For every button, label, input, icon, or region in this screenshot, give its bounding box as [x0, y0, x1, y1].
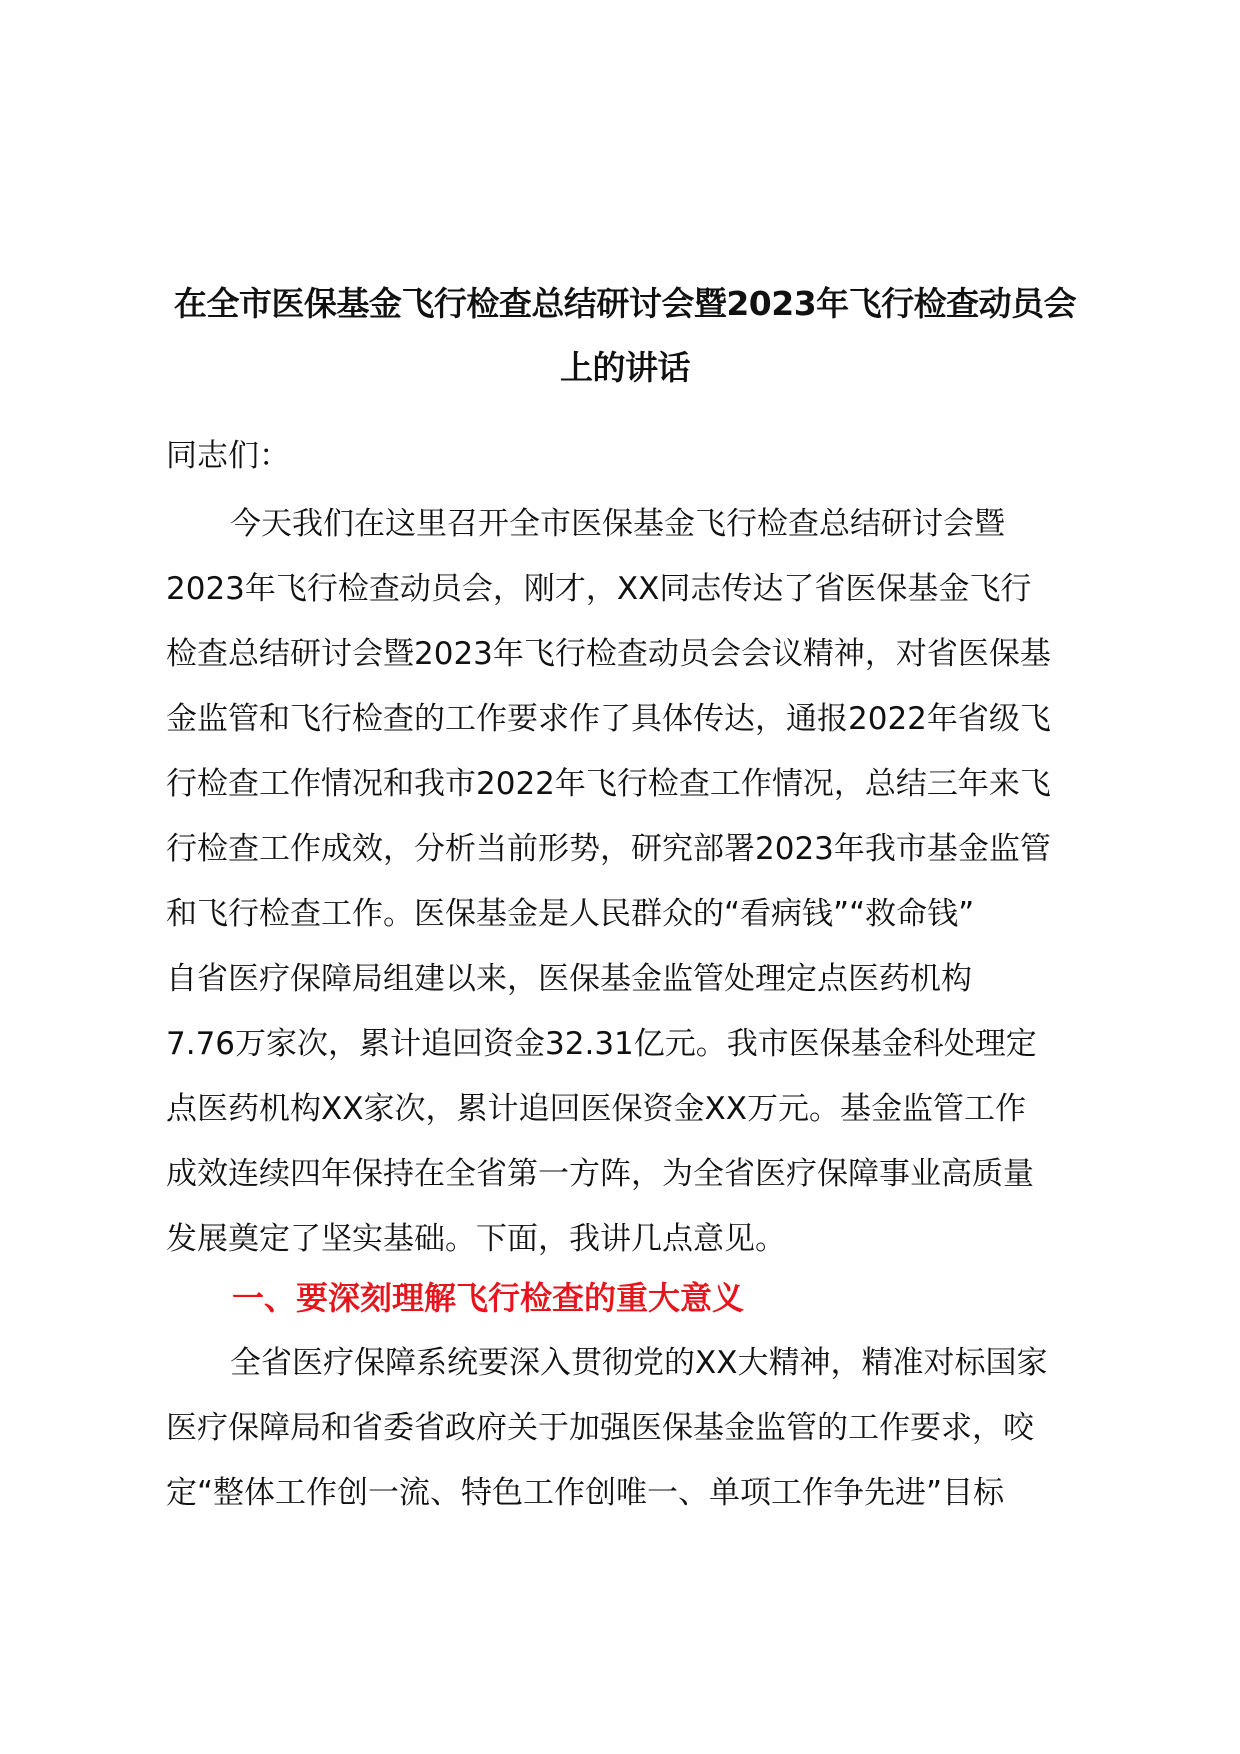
document-title	[150, 272, 1100, 400]
paragraph-section-1	[166, 1331, 1116, 1526]
paragraph-line: 定“整体工作创一流、特色工作创唯一、单项工作争先进”目标	[166, 1475, 1005, 1511]
paragraph-line: 全省医疗保障系统要深入贯彻党的XX大精神，精准对标国家	[230, 1345, 1048, 1381]
paragraph-line: 行检查工作成效，分析当前形势，研究部署2023年我市基金监管	[166, 831, 1051, 867]
paragraph-line: 和飞行检查工作。医保基金是人民群众的“看病钱”“救命钱”	[166, 896, 975, 932]
paragraph-intro	[166, 492, 1116, 1272]
paragraph-line: 行检查工作情况和我市2022年飞行检查工作情况，总结三年来飞	[166, 766, 1051, 802]
paragraph-line: 7.76万家次，累计追回资金32.31亿元。我市医保基金科处理定	[166, 1026, 1037, 1062]
salutation: 同志们：	[166, 438, 290, 474]
paragraph-line: 今天我们在这里召开全市医保基金飞行检查总结研讨会暨	[230, 506, 1005, 542]
title-line-1: 在全市医保基金飞行检查总结研讨会暨2023年飞行检查动员会	[173, 284, 1077, 323]
section-heading-1: 一、要深刻理解飞行检查的重大意义	[232, 1279, 745, 1317]
paragraph-line: 自省医疗保障局组建以来，医保基金监管处理定点医药机构	[166, 961, 972, 997]
paragraph-line: 金监管和飞行检查的工作要求作了具体传达，通报2022年省级飞	[166, 701, 1051, 737]
paragraph-line: 医疗保障局和省委省政府关于加强医保基金监管的工作要求，咬	[166, 1410, 1034, 1446]
paragraph-line: 点医药机构XX家次，累计追回医保资金XX万元。基金监管工作	[166, 1091, 1026, 1127]
paragraph-line: 2023年飞行检查动员会，刚才，XX同志传达了省医保基金飞行	[166, 571, 1032, 607]
title-line-2: 上的讲话	[560, 348, 690, 387]
paragraph-line: 成效连续四年保持在全省第一方阵，为全省医疗保障事业高质量	[166, 1156, 1034, 1192]
paragraph-line: 发展奠定了坚实基础。下面，我讲几点意见。	[166, 1221, 786, 1257]
paragraph-line: 检查总结研讨会暨2023年飞行检查动员会会议精神，对省医保基	[166, 636, 1051, 672]
